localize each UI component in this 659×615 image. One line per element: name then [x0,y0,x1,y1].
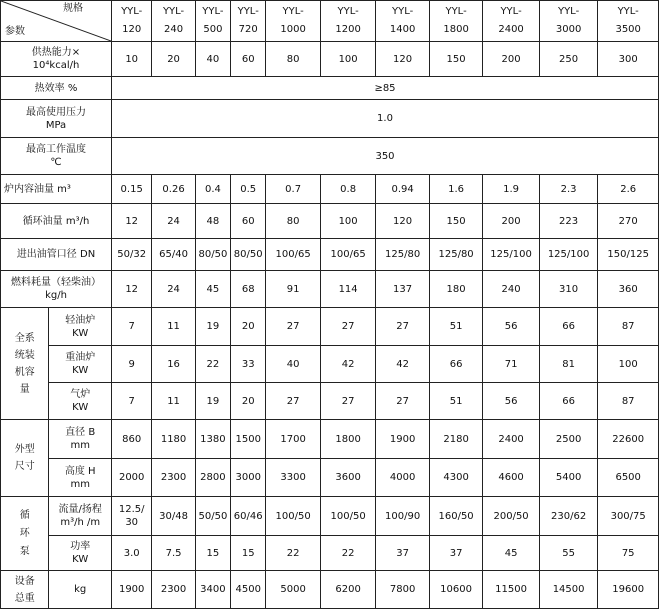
value-cell: 200/50 [483,497,540,536]
value-cell: 0.7 [266,175,320,204]
pump-flow-head-label [49,497,112,536]
value-cell: 6200 [320,571,376,609]
value-cell: 56 [483,383,540,420]
table-row [1,175,659,204]
value-cell: 3000 [231,459,266,497]
value-cell: 20 [152,42,195,77]
value-cell: 4000 [376,459,429,497]
value-cell: 15 [231,536,266,571]
value-cell: 60 [231,204,266,239]
pump-label [1,497,49,571]
label-line: 流量/扬程 [58,504,102,515]
model-prefix: YYL- [617,6,639,17]
value-cell: 55 [539,536,598,571]
model-header-cell [598,1,659,42]
value-cell: 22 [266,536,320,571]
table-row [1,420,659,459]
value-cell: 81 [539,346,598,383]
model-header-cell [152,1,195,42]
spec-header-label: 规格 [63,3,83,14]
value-cell: 2.3 [539,175,598,204]
label-line: MPa [45,119,67,131]
value-cell: 4500 [231,571,266,609]
value-cell: 19 [195,308,230,346]
label-line: KW [72,402,89,413]
value-cell: 230/62 [539,497,598,536]
table-row [1,459,659,497]
label-line: 量 [19,383,30,395]
value-cell: 1900 [112,571,152,609]
value-cell: 80 [266,42,320,77]
max-temp-value: 350 [112,138,659,175]
model-number: 500 [203,24,223,35]
label-line: 气炉 [70,389,91,400]
value-cell: 22 [320,536,376,571]
value-cell: 2400 [483,420,540,459]
value-cell: 48 [195,204,230,239]
value-cell: 7 [112,383,152,420]
label-line: 最高工作温度 [26,144,86,155]
model-number: 1400 [389,24,416,35]
value-cell: 0.94 [376,175,429,204]
value-cell: 2180 [429,420,482,459]
dimension-diameter-label [49,420,112,459]
value-cell: 125/100 [483,239,540,271]
value-cell: 300 [598,42,659,77]
value-cell: 75 [598,536,659,571]
power-group-label [1,308,49,420]
value-cell: 27 [266,383,320,420]
value-cell: 15 [195,536,230,571]
model-prefix: YYL- [162,6,185,17]
value-cell: 11 [152,308,195,346]
value-cell: 7800 [376,571,429,609]
table-row [1,204,659,239]
value-cell: 51 [429,308,482,346]
value-cell: 9 [112,346,152,383]
table-row [1,383,659,420]
value-cell: 71 [483,346,540,383]
value-cell: 50/32 [112,239,152,271]
table-row [1,239,659,271]
value-cell: 20 [231,308,266,346]
power-gas-label [49,383,112,420]
label-line: KW [72,365,89,376]
table-row [1,77,659,100]
table-row [1,100,659,138]
label-line: 环 [19,527,30,539]
model-prefix: YYL- [391,6,414,17]
value-cell: 240 [483,271,540,308]
table-row [1,497,659,536]
label-line: KW [72,327,89,339]
value-cell: 300/75 [598,497,659,536]
model-prefix: YYL- [557,6,580,17]
value-cell: 7 [112,308,152,346]
model-prefix: YYL- [282,6,304,17]
value-cell: 19 [195,383,230,420]
label-line: mm [70,440,90,451]
model-header-cell [483,1,540,42]
value-cell: 200 [483,204,540,239]
value-cell: 100/65 [266,239,320,271]
value-cell: 1800 [320,420,376,459]
value-cell: 3600 [320,459,376,497]
value-cell: 0.8 [320,175,376,204]
value-cell: 87 [598,308,659,346]
value-cell: 60 [231,42,266,77]
value-cell: 223 [539,204,598,239]
model-number: 3000 [555,24,582,35]
label-line: 供热能力× [31,47,81,58]
value-cell: 2300 [152,571,195,609]
label-line: 重油炉 [65,352,96,363]
value-cell: 0.26 [152,175,195,204]
max-pressure-label [1,100,112,138]
circulation-label: 循环油量 m³/h [1,204,112,239]
value-cell: 200 [483,42,540,77]
value-cell: 27 [376,308,429,346]
model-header-cell [266,1,320,42]
value-cell: 150 [429,204,482,239]
value-cell: 860 [112,420,152,459]
value-cell: 11500 [483,571,540,609]
model-number: 720 [238,24,258,35]
value-cell: 100 [320,204,376,239]
value-cell: 3.0 [112,536,152,571]
value-cell: 2000 [112,459,152,497]
value-cell: 12 [112,204,152,239]
model-prefix: YYL- [445,6,467,17]
value-cell: 22600 [598,420,659,459]
value-cell: 160/50 [429,497,482,536]
value-cell: 6500 [598,459,659,497]
label-line: 统装 [14,349,35,361]
value-cell: 2.6 [598,175,659,204]
value-cell: 12 [112,271,152,308]
table-row [1,536,659,571]
value-cell: 22 [195,346,230,383]
model-header-cell [231,1,266,42]
value-cell: 11 [152,383,195,420]
value-cell: 0.5 [231,175,266,204]
value-cell: 4300 [429,459,482,497]
value-cell: 40 [266,346,320,383]
model-number: 3500 [615,24,641,35]
value-cell: 100/50 [266,497,320,536]
label-line: 机容 [14,366,35,378]
label-line: 设备 [14,575,35,587]
max-temp-label [1,138,112,175]
value-cell: 68 [231,271,266,308]
table-row [1,138,659,175]
value-cell: 250 [539,42,598,77]
model-header-cell [195,1,230,42]
label-line: m³/h /m [60,517,101,528]
label-line: 总重 [14,592,35,604]
value-cell: 3300 [266,459,320,497]
value-cell: 27 [376,383,429,420]
value-cell: 120 [376,204,429,239]
value-cell: 125/80 [429,239,482,271]
value-cell: 120 [376,42,429,77]
value-cell: 270 [598,204,659,239]
value-cell: 0.15 [112,175,152,204]
table-row [1,346,659,383]
value-cell: 33 [231,346,266,383]
value-cell: 80/50 [231,239,266,271]
value-cell: 80/50 [195,239,230,271]
oil-capacity-label: 炉内容油量 m³ [1,175,112,204]
dimension-height-label [49,459,112,497]
value-cell: 137 [376,271,429,308]
value-cell: 125/80 [376,239,429,271]
value-cell: 10 [112,42,152,77]
value-cell: 60/46 [231,497,266,536]
value-cell: 14500 [539,571,598,609]
weight-label [1,571,49,609]
value-cell: 24 [152,271,195,308]
model-header-cell [376,1,429,42]
label-line: 功率 [70,541,91,552]
value-cell: 50/50 [195,497,230,536]
model-prefix: YYL- [237,6,259,17]
value-cell: 2500 [539,420,598,459]
value-cell: 51 [429,383,482,420]
value-cell: 66 [539,308,598,346]
value-cell: 0.4 [195,175,230,204]
value-cell: 100 [598,346,659,383]
value-cell: 66 [539,383,598,420]
model-header-cell [429,1,482,42]
value-cell: 45 [195,271,230,308]
label-line: 全系 [14,332,35,344]
value-cell: 16 [152,346,195,383]
value-cell: 3400 [195,571,230,609]
label-line: 最高使用压力 [26,106,86,118]
value-cell: 1.6 [429,175,482,204]
power-light-oil-label [49,308,112,346]
efficiency-value: ≥85 [112,77,659,100]
model-number: 120 [122,24,142,35]
value-cell: 27 [266,308,320,346]
value-cell: 27 [320,308,376,346]
value-cell: 42 [320,346,376,383]
value-cell: 4600 [483,459,540,497]
model-number: 1000 [280,24,306,35]
header-corner-cell [1,1,112,42]
label-line: 燃料耗量（轻柴油） [11,277,101,288]
max-pressure-value: 1.0 [112,100,659,138]
table-row [1,42,659,77]
value-cell: 1700 [266,420,320,459]
param-header-label: 参数 [5,26,25,37]
value-cell: 10600 [429,571,482,609]
value-cell: 150/125 [598,239,659,271]
table-row [1,571,659,609]
label-line: kg/h [45,290,67,301]
value-cell: 1.9 [483,175,540,204]
value-cell: 114 [320,271,376,308]
model-prefix: YYL- [500,6,522,17]
label-line: 轻油炉 [65,314,96,326]
label-line: 高度 H [64,465,96,477]
table-row [1,308,659,346]
value-cell: 1380 [195,420,230,459]
value-cell: 100 [320,42,376,77]
label-line: 外型 [14,444,35,455]
label-line: 泵 [19,545,30,557]
value-cell: 2300 [152,459,195,497]
model-prefix: YYL- [337,6,359,17]
value-cell: 87 [598,383,659,420]
value-cell: 65/40 [152,239,195,271]
value-cell: 80 [266,204,320,239]
label-line: 直径 B [65,427,96,438]
value-cell: 125/100 [539,239,598,271]
value-cell: 5000 [266,571,320,609]
value-cell: 180 [429,271,482,308]
dimensions-label [1,420,49,497]
fuel-label [1,271,112,308]
value-cell: 30/48 [152,497,195,536]
pipe-dn-label: 进出油管口径 DN [1,239,112,271]
table-row [1,1,659,42]
value-cell: 150 [429,42,482,77]
value-cell: 40 [195,42,230,77]
value-cell: 12.5/ 30 [112,497,152,536]
heat-supply-label [1,42,112,77]
value-cell: 360 [598,271,659,308]
value-cell: 5400 [539,459,598,497]
model-prefix: YYL- [121,6,143,17]
label-line: 10⁴kcal/h [32,60,80,71]
value-cell: 100/50 [320,497,376,536]
pump-power-label [49,536,112,571]
value-cell: 45 [483,536,540,571]
value-cell: 56 [483,308,540,346]
label-line: KW [72,554,89,565]
value-cell: 24 [152,204,195,239]
value-cell: 1180 [152,420,195,459]
value-cell: 1500 [231,420,266,459]
value-cell: 42 [376,346,429,383]
value-cell: 91 [266,271,320,308]
label-line: ℃ [50,157,62,168]
value-cell: 100/90 [376,497,429,536]
model-number: 2400 [498,24,524,35]
model-header-cell [539,1,598,42]
model-number: 240 [164,24,184,35]
label-line: mm [70,478,90,490]
weight-unit: kg [49,571,112,609]
model-number: 1200 [335,24,361,35]
value-cell: 1900 [376,420,429,459]
value-cell: 7.5 [152,536,195,571]
table-row [1,271,659,308]
power-heavy-oil-label [49,346,112,383]
value-cell: 19600 [598,571,659,609]
label-line: 循 [19,509,30,521]
value-cell: 37 [376,536,429,571]
label-line: 尺寸 [14,461,35,472]
value-cell: 66 [429,346,482,383]
model-header-cell [320,1,376,42]
model-number: 1800 [443,24,469,35]
value-cell: 27 [320,383,376,420]
value-cell: 310 [539,271,598,308]
value-cell: 20 [231,383,266,420]
model-prefix: YYL- [202,6,224,17]
model-header-cell [112,1,152,42]
value-cell: 100/65 [320,239,376,271]
efficiency-label: 热效率 % [1,77,112,100]
value-cell: 2800 [195,459,230,497]
value-cell: 37 [429,536,482,571]
